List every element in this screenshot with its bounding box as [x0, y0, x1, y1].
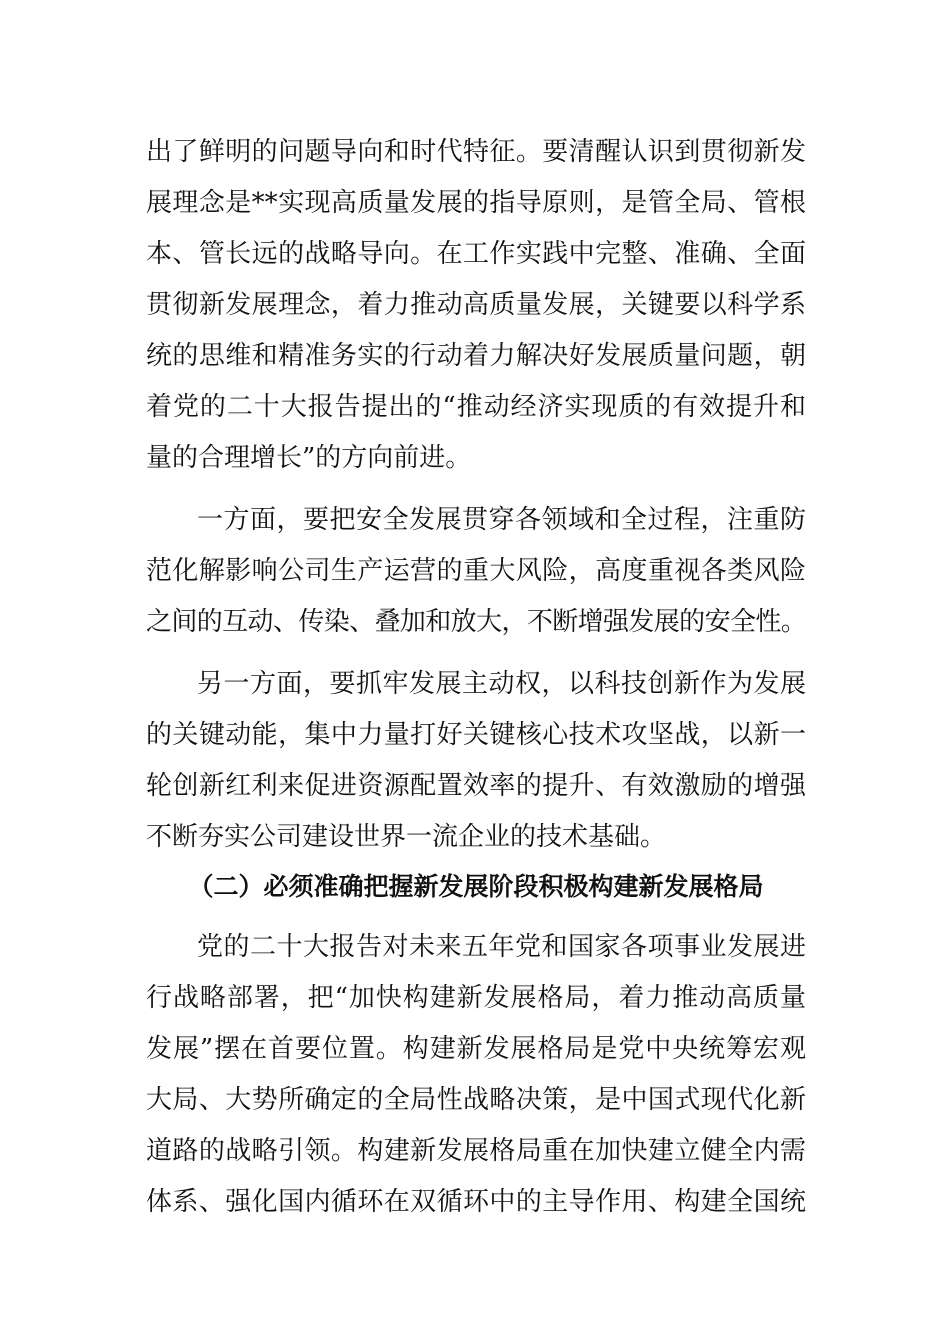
paragraph-1-line-6: 着党的二十大报告提出的“推动经济实现质的有效提升和 — [146, 392, 806, 422]
paragraph-1-line-3: 本、管长远的战略导向。在工作实践中完整、准确、全面 — [146, 239, 806, 269]
paragraph-1-line-7: 量的合理增长”的方向前进。 — [146, 443, 472, 473]
paragraph-2-line-1: 一方面，要把安全发展贯穿各领域和全过程，注重防 — [197, 505, 806, 535]
paragraph-4-line-4: 大局、大势所确定的全局性战略决策，是中国式现代化新 — [146, 1085, 806, 1115]
paragraph-1-line-4: 贯彻新发展理念，着力推动高质量发展，关键要以科学系 — [146, 290, 806, 320]
paragraph-3-line-4: 不断夯实公司建设世界一流企业的技术基础。 — [146, 822, 667, 852]
section-heading: （二）必须准确把握新发展阶段积极构建新发展格局 — [188, 872, 764, 901]
paragraph-4-line-3: 发展”摆在首要位置。构建新发展格局是党中央统筹宏观 — [146, 1034, 806, 1064]
paragraph-2-line-2: 范化解影响公司生产运营的重大风险，高度重视各类风险 — [146, 556, 806, 586]
paragraph-1-line-5: 统的思维和精准务实的行动着力解决好发展质量问题，朝 — [146, 341, 806, 371]
paragraph-4-line-1: 党的二十大报告对未来五年党和国家各项事业发展进 — [197, 932, 806, 962]
paragraph-3-line-2: 的关键动能，集中力量打好关键核心技术攻坚战，以新一 — [146, 720, 806, 750]
paragraph-3-line-3: 轮创新红利来促进资源配置效率的提升、有效激励的增强 — [146, 771, 806, 801]
paragraph-1-line-2: 展理念是**实现高质量发展的指导原则，是管全局、管根 — [146, 188, 806, 218]
paragraph-4-line-2: 行战略部署，把“加快构建新发展格局，着力推动高质量 — [146, 983, 806, 1013]
paragraph-1-line-1: 出了鲜明的问题导向和时代特征。要清醒认识到贯彻新发 — [146, 137, 806, 167]
paragraph-2-line-3: 之间的互动、传染、叠加和放大，不断增强发展的安全性。 — [146, 607, 806, 637]
paragraph-4-line-6: 体系、强化国内循环在双循环中的主导作用、构建全国统 — [146, 1187, 806, 1217]
paragraph-4-line-5: 道路的战略引领。构建新发展格局重在加快建立健全内需 — [146, 1136, 806, 1166]
paragraph-3-line-1: 另一方面，要抓牢发展主动权，以科技创新作为发展 — [197, 669, 806, 699]
